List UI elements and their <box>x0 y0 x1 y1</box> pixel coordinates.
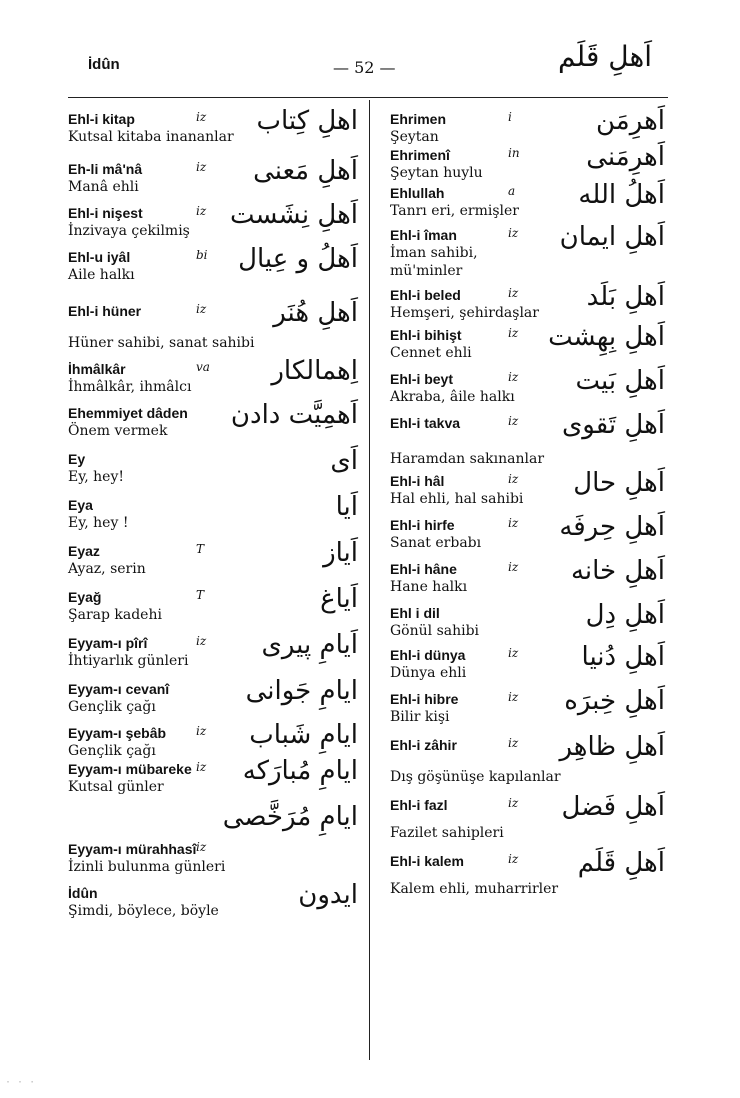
entry-headword: Ehl-i hâl <box>390 473 445 489</box>
dictionary-entry <box>390 180 665 220</box>
entry-part-of-speech: iz <box>508 690 519 704</box>
entry-headword: Ehl-i beyt <box>390 371 454 387</box>
entry-arabic: اَهلِ ظاهِر <box>559 732 665 762</box>
left-column <box>68 106 358 920</box>
entry-headword: İhmâlkâr <box>68 361 126 377</box>
entry-definition: Manâ ehli <box>68 179 139 195</box>
entry-headword: Ehl-i kalem <box>390 853 464 869</box>
entry-headword: Ehl-i kitap <box>68 111 135 127</box>
dictionary-entry <box>390 222 665 280</box>
dictionary-entry <box>68 298 358 352</box>
entry-arabic: اَهلِ بَيت <box>575 366 665 396</box>
dictionary-entry <box>390 366 665 406</box>
dictionary-entry <box>390 686 665 726</box>
entry-arabic: اَهلِ فَضل <box>561 792 665 822</box>
entry-headword: Ehl-i hüner <box>68 303 142 319</box>
entry-definition: Aile halkı <box>68 267 135 283</box>
entry-arabic: ايامِ جَوانى <box>245 676 358 706</box>
entry-definition: Kalem ehli, muharrirler <box>390 881 559 897</box>
entry-headword: Ehl-i hibre <box>390 691 459 707</box>
entry-part-of-speech: bi <box>196 248 208 262</box>
entry-arabic: اَياز <box>323 538 358 568</box>
dictionary-entry <box>390 732 665 786</box>
entry-arabic: اَهلِ خِبرَه <box>564 686 665 716</box>
entry-part-of-speech: iz <box>508 472 519 486</box>
entry-definition: Ey, hey! <box>68 469 125 485</box>
entry-headword: Eyyam-ı pîrî <box>68 635 148 651</box>
entry-arabic: اَهلِ مَعنى <box>253 156 358 186</box>
entry-arabic: ايامِ شَباب <box>249 720 358 750</box>
entry-definition: Hüner sahibi, sanat sahibi <box>68 335 255 351</box>
entry-headword: Ehl-i takva <box>390 415 461 431</box>
entry-definition: Gönül sahibi <box>390 623 480 639</box>
entry-headword: Ehl-u iyâl <box>68 249 131 265</box>
entry-headword: Ehl-i hâne <box>390 561 457 577</box>
entry-headword: Eyyam-ı şebâb <box>68 725 167 741</box>
entry-arabic: اَهلِ قَلَم <box>577 848 665 878</box>
entry-arabic: اَهلِ نِشَست <box>229 200 358 230</box>
entry-part-of-speech: iz <box>508 560 519 574</box>
dictionary-entry <box>68 840 358 876</box>
entry-arabic: اَهلِ خانه <box>570 556 665 586</box>
entry-part-of-speech: a <box>508 184 516 198</box>
dictionary-entry <box>68 244 358 284</box>
entry-definition: İhtiyarlık günleri <box>68 653 189 669</box>
entry-arabic: اهلِ كِتاب <box>256 106 358 136</box>
entry-headword: Eyaz <box>68 543 100 559</box>
dictionary-entry <box>68 156 358 196</box>
entry-definition: Hane halkı <box>390 579 468 595</box>
entry-definition: Dış göşünüşe kapılanlar <box>390 769 561 785</box>
dictionary-entry <box>68 802 358 832</box>
entry-part-of-speech: iz <box>196 110 207 124</box>
entry-definition: Fazilet sahipleri <box>390 825 504 841</box>
entry-headword: Ehl-i beled <box>390 287 461 303</box>
entry-headword: Ehl i dil <box>390 605 440 621</box>
entry-part-of-speech: iz <box>196 302 207 316</box>
entry-arabic: اَهلِ ايمان <box>559 222 665 252</box>
entry-arabic: اَهلِ بِهِشت <box>548 322 665 352</box>
entry-arabic: اَى <box>330 446 358 476</box>
entry-part-of-speech: iz <box>196 204 207 218</box>
entry-headword: Ehl-i fazl <box>390 797 448 813</box>
dictionary-entry <box>390 322 665 362</box>
entry-definition: Gençlik çağı <box>68 699 156 715</box>
entry-arabic: اَيامِ پيرى <box>261 630 358 660</box>
entry-definition: Dünya ehli <box>390 665 467 681</box>
entry-headword: Ehrimen <box>390 111 447 127</box>
entry-part-of-speech: iz <box>196 760 207 774</box>
entry-headword: Ehemmiyet dâden <box>68 405 188 421</box>
entry-definition: Şeytan <box>390 129 439 145</box>
corner-specks: · · · <box>5 1077 36 1088</box>
dictionary-entry <box>68 676 358 716</box>
entry-arabic: ايامِ مُبارَكه <box>242 756 358 786</box>
entry-definition: İnzivaya çekilmiş <box>68 223 190 239</box>
dictionary-entry <box>68 630 358 670</box>
entry-arabic: اَهمِيَّت دادن <box>230 400 358 430</box>
dictionary-entry <box>390 848 665 898</box>
column-divider <box>369 100 370 1060</box>
entry-arabic: اِهمالكار <box>271 356 358 386</box>
entry-part-of-speech: iz <box>508 286 519 300</box>
entry-definition: Ey, hey ! <box>68 515 129 531</box>
dictionary-entry <box>390 642 665 682</box>
entry-definition: Bilir kişi <box>390 709 450 725</box>
entry-arabic: اَهلُ و عِيال <box>238 244 358 274</box>
dictionary-entry <box>68 492 358 532</box>
dictionary-entry <box>390 512 665 552</box>
entry-definition: Cennet ehli <box>390 345 472 361</box>
entry-headword: Eh-li mâ'nâ <box>68 161 143 177</box>
entry-headword: Ehl-i hirfe <box>390 517 455 533</box>
right-column <box>390 106 665 898</box>
entry-part-of-speech: iz <box>508 736 519 750</box>
entry-part-of-speech: iz <box>508 326 519 340</box>
entry-arabic: اَياغ <box>320 584 358 614</box>
entry-arabic: اَهلِ بَلَد <box>586 282 665 312</box>
dictionary-entry <box>68 106 358 146</box>
entry-arabic: اَهلُ الله <box>578 180 665 210</box>
entry-part-of-speech: iz <box>508 796 519 810</box>
dictionary-entry <box>68 538 358 578</box>
entry-definition: Hemşeri, şehirdaşlar <box>390 305 539 321</box>
entry-part-of-speech: iz <box>508 646 519 660</box>
entry-arabic: ايامِ مُرَخَّصى <box>222 802 358 832</box>
entry-headword: Ehl-i îman <box>390 227 457 243</box>
dictionary-entry <box>68 400 358 440</box>
dictionary-entry <box>68 584 358 624</box>
entry-definition: Tanrı eri, ermişler <box>390 203 519 219</box>
dictionary-entry <box>68 356 358 396</box>
entry-definition: Hal ehli, hal sahibi <box>390 491 524 507</box>
entry-headword: Eyyam-ı mürahhasî <box>68 841 197 857</box>
entry-part-of-speech: T <box>196 588 205 602</box>
entry-part-of-speech: iz <box>196 840 207 854</box>
entry-definition: İhmâlkâr, ihmâlcı <box>68 379 192 395</box>
header-right-arabic: اَهلِ قَلَم <box>558 40 652 73</box>
entry-definition: Kutsal günler <box>68 779 164 795</box>
entry-headword: Eya <box>68 497 93 513</box>
entry-part-of-speech: iz <box>508 226 519 240</box>
header-rule <box>68 97 668 98</box>
entry-part-of-speech: T <box>196 542 205 556</box>
entry-definition: İman sahibi, <box>390 245 478 261</box>
dictionary-entry <box>390 468 665 508</box>
entry-arabic: اَهلِ تَقوى <box>561 410 665 440</box>
entry-headword: Ehl-i nişest <box>68 205 143 221</box>
dictionary-entry <box>390 142 665 182</box>
page-number: — 52 — <box>333 58 396 77</box>
entry-headword: Eyyam-ı mübareke <box>68 761 192 777</box>
entry-definition: Akraba, âile halkı <box>390 389 515 405</box>
entry-headword: Ehlullah <box>390 185 445 201</box>
dictionary-entry <box>68 756 358 796</box>
entry-arabic: اَيا <box>335 492 358 522</box>
entry-part-of-speech: iz <box>508 516 519 530</box>
entry-definition: Şarap kadehi <box>68 607 162 623</box>
entry-part-of-speech: i <box>508 110 512 124</box>
entry-headword: Ehl-i zâhir <box>390 737 457 753</box>
entry-arabic: اَهرِمَن <box>596 106 665 136</box>
entry-definition: Önem vermek <box>68 423 168 439</box>
dictionary-entry <box>390 792 665 842</box>
entry-definition: Gençlik çağı <box>68 743 156 759</box>
entry-part-of-speech: iz <box>196 724 207 738</box>
dictionary-entry <box>390 106 665 146</box>
entry-part-of-speech: iz <box>508 370 519 384</box>
entry-definition: Haramdan sakınanlar <box>390 451 545 467</box>
entry-definition: Şimdi, böylece, böyle <box>68 903 219 919</box>
dictionary-entry <box>390 556 665 596</box>
entry-part-of-speech: va <box>196 360 210 374</box>
entry-part-of-speech: iz <box>508 414 519 428</box>
entry-arabic: اَهلِ هُنَر <box>273 298 358 328</box>
entry-part-of-speech: iz <box>508 852 519 866</box>
entry-arabic: اَهلِ دُنيا <box>581 642 665 672</box>
entry-arabic: اَهرِمَنى <box>586 142 665 172</box>
entry-arabic: اَهلِ حِرفَه <box>559 512 665 542</box>
entry-definition: Kutsal kitaba inananlar <box>68 129 234 145</box>
entry-headword: İdûn <box>68 885 98 901</box>
entry-arabic: اَهلِ حال <box>573 468 665 498</box>
entry-headword: Ehrimenî <box>390 147 450 163</box>
entry-part-of-speech: iz <box>196 634 207 648</box>
dictionary-entry <box>68 200 358 240</box>
dictionary-entry <box>68 720 358 760</box>
entry-arabic: ايدون <box>298 880 358 910</box>
entry-definition: Ayaz, serin <box>68 561 146 577</box>
entry-headword: Eyyam-ı cevanî <box>68 681 170 697</box>
entry-definition: Sanat erbabı <box>390 535 482 551</box>
dictionary-entry <box>390 600 665 640</box>
header-left-word: İdûn <box>88 56 120 73</box>
entry-headword: Ehl-i dünya <box>390 647 466 663</box>
dictionary-entry <box>68 446 358 486</box>
dictionary-entry <box>390 410 665 468</box>
entry-headword: Eyağ <box>68 589 102 605</box>
entry-headword: Ehl-i bihişt <box>390 327 462 343</box>
entry-definition: Şeytan huylu <box>390 165 483 181</box>
entry-headword: Ey <box>68 451 86 467</box>
entry-definition: İzinli bulunma günleri <box>68 859 226 875</box>
dictionary-entry <box>390 282 665 322</box>
entry-part-of-speech: iz <box>196 160 207 174</box>
entry-definition-continued: mü'minler <box>390 263 463 279</box>
entry-arabic: اَهلِ دِل <box>585 600 665 630</box>
dictionary-entry <box>68 880 358 920</box>
entry-part-of-speech: in <box>508 146 520 160</box>
